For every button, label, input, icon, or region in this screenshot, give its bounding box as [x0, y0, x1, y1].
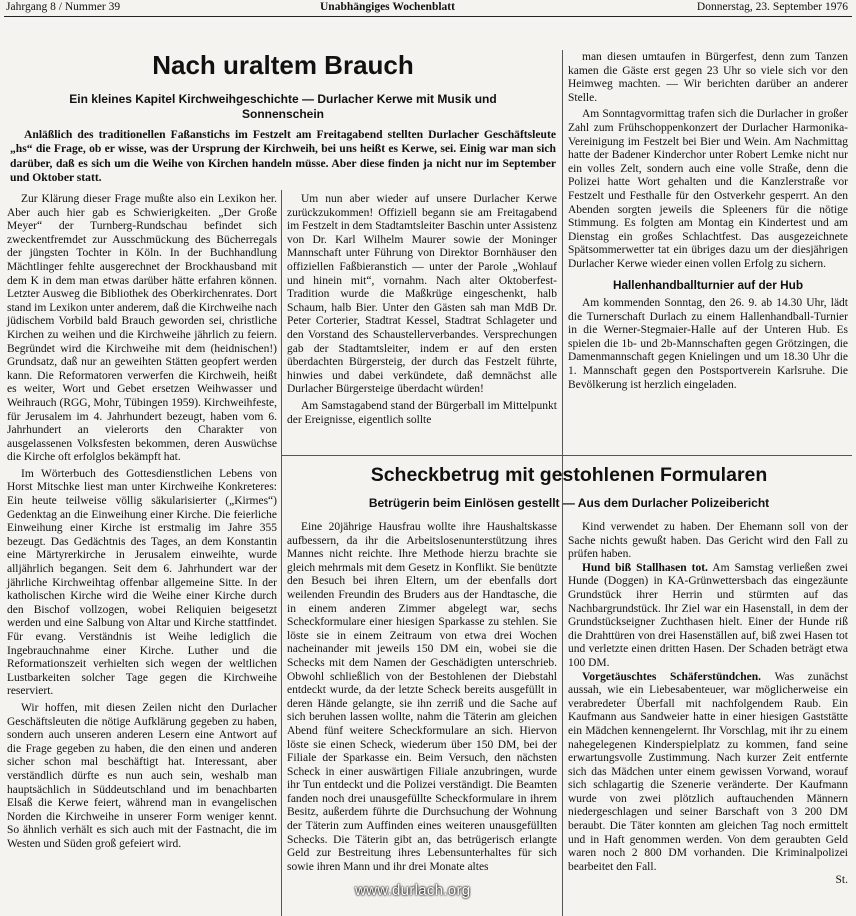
- paragraph: Zur Klärung dieser Frage mußte also ein Lexikon her. Aber auch hier gab es Schwierigkeiten. „Der Große Meyer“ der Turnberg-Rundschau befindet sich zweckentfremdet zur Ausschmückung des Bücherregals der jüngsten Tochter in Köln. In der Buchhandlung Mächtlinger fehlte ausgerechnet der Brockhausband mit dem K in dem man etwas darüber hätte erfahren können. Letzter Ausweg die Bibliothek des Oberkirchenrates. Dort stand im Lexikon unter anderem, daß die Kirchweihe nach jüdischem Vorbild bald Brauch geworden sei, christliche Kirchen zu weihen und die Kirchweihe jährlich zu feiern. Begründet wird die Kirchweihe mit dem (heidnischen!) Grundsatz, daß nur an geweihten Stätten geopfert werden kann. Die Reformatoren verwerfen die Kirchweih, heißt es weiter, Wort und Gebet ersetzen Weihwasser und Weihrauch (RGG, Mohr, Tübingen 1959). Kirchweihfeste, für Jerusalem im 4. Jahrhundert bezeugt, haben vom 6. Jahrhundert an vielerorts den Charakter von ausgelassenen Volksfesten bekommen, deren Auswüchse die Kirche oft erfolglos bekämpft hat.: [7, 193, 277, 464]
- signature: St.: [835, 874, 848, 887]
- section-divider: [282, 455, 852, 456]
- paragraph: Am Sonntagvormittag trafen sich die Durlacher in großer Zahl zum Frühschoppenkonzert der Durlacher Harmonika-Vereinigung im Festzelt bei Bier und Wein. Am Nachmittag hatte der Badener Kinderchor unter Robert Lemke nicht nur ein volles Zelt, sondern auch eine volle Straße, denn die Polizei hatte Wort gehalten und die Kanzlerstraße vor Festzelt und Festhalle für den Ostverkehr gesperrt. An den Abenden sorgten jeweils die Spleeners für die nötige Stimmung. Es folgten am Montag ein Kindertest und am Dienstag ein großes Schlachtfest. Das ausgezeichnete Spätsommerwetter tat ein übriges dazu um der diesjährigen Durlacher Kerwe wieder einen vollen Erfolg zu sichern.: [568, 108, 848, 270]
- paragraph: man diesen umtaufen in Bürgerfest, denn zum Tanzen kamen die Gäste erst gegen 23 Uhr so viele sich vor den Heimweg machten. — Wir berichten darüber an anderer Stelle.: [568, 51, 848, 104]
- paragraph: Wir hoffen, mit diesen Zeilen nicht den Durlacher Geschäftsleuten die nötige Aufklärung gegeben zu haben, sondern auch unseren anderen Lesern eine Antwort auf die Frage gegeben zu haben, die den einen und anderen sicher schon mal beschäftigt hat. Interessant, aber verständlich dürfte es nun auch sein, weshalb man hauptsächlich in Süddeutschland und im benachbarten Elsaß die Kerwe feiert, während man in evangelischen Norden die Kirchweihe in unserer Form weniger kennt. So ähnlich verhält es sich auch mit der Fastnacht, die im Westen und Süden groß gefeiert wird.: [7, 701, 277, 850]
- column-divider: [281, 190, 282, 916]
- paragraph: Am Samstagabend stand der Bürgerball im Mittelpunkt der Ereignisse, eigentlich sollte: [287, 399, 557, 426]
- paragraph: Im Wörterbuch des Gottesdienstlichen Lebens von Horst Mitschke liest man unter Kirchweihe Konkreteres: Ein heute teilweise völlig säkularisierter („Kirmes“) Gedenktag an die Einweihung einer Kirche. Die feierliche Einweihung einer Kirche ist erstmalig im Jahre 355 bezeugt. Das Gedächtnis des Tages, an dem Konstantin eine Märtyrerkirche in Jerusalem einweihte, wurde alljährlich begangen. Seit dem 6. Jahrhundert war der jährliche Kirchweihtag offenbar allgemeine Sitte. In der katholischen Kirche wird die Weihe einer Kirche durch den Bischof vollzogen, wobei Reliquien beigesetzt werden und eine Salbung von Altar und Kirche stattfindet. Für evang. Verständnis ist Weihe lediglich die Ingebrauchnahme einer Kirche. Luther und die Reformationszeit verhielten sich wegen der weltlichen Lustbarkeiten solcher Tage gegen die Kirchweihe reserviert.: [7, 467, 277, 698]
- article1-lead: Anläßlich des traditionellen Faßanstichs im Festzelt am Freitagabend stellten Durlacher Geschäftsleute „hs“ die Frage, ob er wisse, was der Ursprung der Kirchweih, bei uns heißt es Kerwe, sei. Einig war man sich darüber, daß es sich um die Weihe von Kirchen handeln müsse. Aber diese finden ja nicht nur im September und Oktober statt.: [10, 128, 556, 184]
- watermark: www.durlach.org: [355, 882, 471, 899]
- paragraph: Um nun aber wieder auf unsere Durlacher Kerwe zurückzukommen! Offiziell begann sie am Freitagabend im Festzelt in dem Stadtamtsleiter Baschin unter Assistenz von Dr. Karl Wilhelm Maurer sowie der Moninger Mannschaft unter Führung von Direktor Bornhäuser den offiziellen Faßbieranstich — unter der Parole „Wohlauf und hinein mit“, vornahm. Nach alter Oktoberfest-Tradition wurde die Maßkrüge eingeschenkt, halb Schaum, halb Bier. Unter den Gästen sah man MdB Dr. Peter Corterier, Stadtrat Kessel, Stadtrat Schlageter und den Vorstand des Schaustellerverbandes. Versprechungen gab der Stadtamtsleiter, indem er auf den ersten überdachten Bürgersteig, der durch das Festzelt führte, hinwies und dabei verkündete, daß demnächst alle Durlacher Bürgersteige überdacht würden!: [287, 193, 557, 396]
- article1-column-1: [7, 193, 277, 902]
- handball-heading: Hallenhandballturnier auf der Hub: [612, 277, 804, 292]
- handball-text: Am kommenden Sonntag, den 26. 9. ab 14.30 Uhr, lädt die Turnerschaft Durlach zu einem Hallenhandball-Turnier in die Werner-Stegmaier-Halle auf der Unteren Hub. Es spielen die 1b- und 2b-Mannschaften gegen Grötzingen, die Damenmannschaft gegen Knielingen und um 18.30 Uhr die 1. Mannschaft gegen den Postsportverein Karlsruhe. Die Bevölkerung ist herzlich eingeladen.: [568, 297, 848, 391]
- article1-column-2: [287, 193, 557, 426]
- page-header: [4, 0, 852, 17]
- paragraph: Kind verwendet zu haben. Der Ehemann soll von der Sache nichts gewußt haben. Das Gericht wird den Fall zu prüfen haben.: [568, 521, 848, 561]
- dog-heading: Hund biß Stallhasen tot.: [582, 561, 708, 574]
- article2-title: Scheckbetrug mit gestohlenen Formularen: [370, 464, 768, 486]
- issue-date: Donnerstag, 23. September 1976: [696, 1, 848, 13]
- paragraph: Eine 20jährige Hausfrau wollte ihre Haushaltskasse aufbessern, da ihr die Arbeitslosenunterstützung ihres Mannes nicht reichte. Ihre Methode hierzu brachte sie gleich mehrmals mit dem Gesetz in Konflikt. Sie benützte den Besuch bei ihren Eltern, um der ebenfalls dort weilenden Freundin des Bruders aus der Handtasche, die in einem anderen Zimmer abgelegt war, sechs Scheckformulare einer hiesigen Sparkasse zu stehlen. Sie löste sie in einem Zeitraum von etwa drei Wochen nacheinander mit jeweils 150 DM ein, wobei sie die Schecks mit dem Namen der Geschädigten unterschrieb. Obwohl schließlich von der Bestohlenen der Diebstahl entdeckt wurde, da der letzte Scheck bereits ausgefüllt in deren Hände gelangte, sie ihn zerriß und die Sache auf sich beruhen lassen wollte, nahm die Täterin am gleichen Abend fünf weitere Scheckformulare an sich. Hiervon löste sie einen Scheck, wiederum über 150 DM, bei der Filiale der Sparkasse ein. Beim Versuch, den nächsten Scheck in einer auswärtigen Filiale anzubringen, wurde ihr Tun entdeckt und die Polizei verständigt. Die Beamten fanden noch drei unausgefüllte Scheckformulare in ihrem Besitz, außerdem führte die Durchsuchung der Wohnung der Täterin zum Auffinden eines weiteren unausgefüllten Schecks. Die Täterin gibt an, das betrügerisch erlangte Geld zur Bestreitung ihres Lebensunterhaltes für sich sowie ihren Mann und ihr drei Monate altes: [287, 521, 557, 873]
- article2-column-1: [287, 521, 557, 893]
- dog-text: Am Samstag verließen zwei Hunde (Doggen) in KA-Grünwettersbach das eingezäunte Grundstück ihrer Herrin und stürmten auf das Nachbargrundstück. Ihr Ziel war ein Hasenstall, in dem der Grundstückseigner Zuchthasen hielt. Einer der Hunde riß die Drahttüren von drei Hasenställen auf, biß zwei Hasen tot und verletzte einen dritten Hasen. Der Schaden beträgt etwa 100 DM.: [568, 561, 848, 669]
- article1-title: Nach uraltem Brauch: [152, 50, 414, 80]
- article2-column-2: [568, 521, 848, 915]
- issue-number: Jahrgang 8 / Nummer 39: [6, 1, 121, 13]
- paper-name: Unabhängiges Wochenblatt: [320, 1, 455, 13]
- shepherd-text: Was zunächst aussah, wie ein Liebesabenteuer, war möglicherweise ein verabredeter Überfall mit nachfolgendem Raub. Ein Kaufmann aus Sandweier hatte in einer hiesigen Gaststätte ein Mädchen kennengelernt. Ihr Vorschlag, mit ihr zu einem nahegelegenen Kinderspielplatz zu kommen, fand seine erwartungsvolle Zustimmung. Nach kurzer Zeit entfernte sich das Mädchen unter einem gewissen Vorwand, worauf sich schlagartig die Szenerie veränderte. Der Kaufmann wurde von zwei plötzlich auftauchenden Männern niedergeschlagen und seiner Barschaft von 3 200 DM beraubt. Die Täter konnten am gleichen Tag noch ermittelt und in Haft genommen werden. Von dem geraubten Geld waren noch 2 800 DM vorhanden. Die Kriminalpolizei bearbeitet den Fall.: [568, 670, 849, 873]
- article1-subtitle: Ein kleines Kapitel Kirchweihgeschichte — Durlacher Kerwe mit Musik und Sonnenschein: [69, 92, 497, 121]
- article2-subtitle: Betrügerin beim Einlösen gestellt — Aus dem Durlacher Polizeibericht: [368, 496, 770, 510]
- shepherd-heading: Vorgetäuschtes Schäferstündchen.: [582, 670, 762, 683]
- article1-column-3: [568, 51, 848, 449]
